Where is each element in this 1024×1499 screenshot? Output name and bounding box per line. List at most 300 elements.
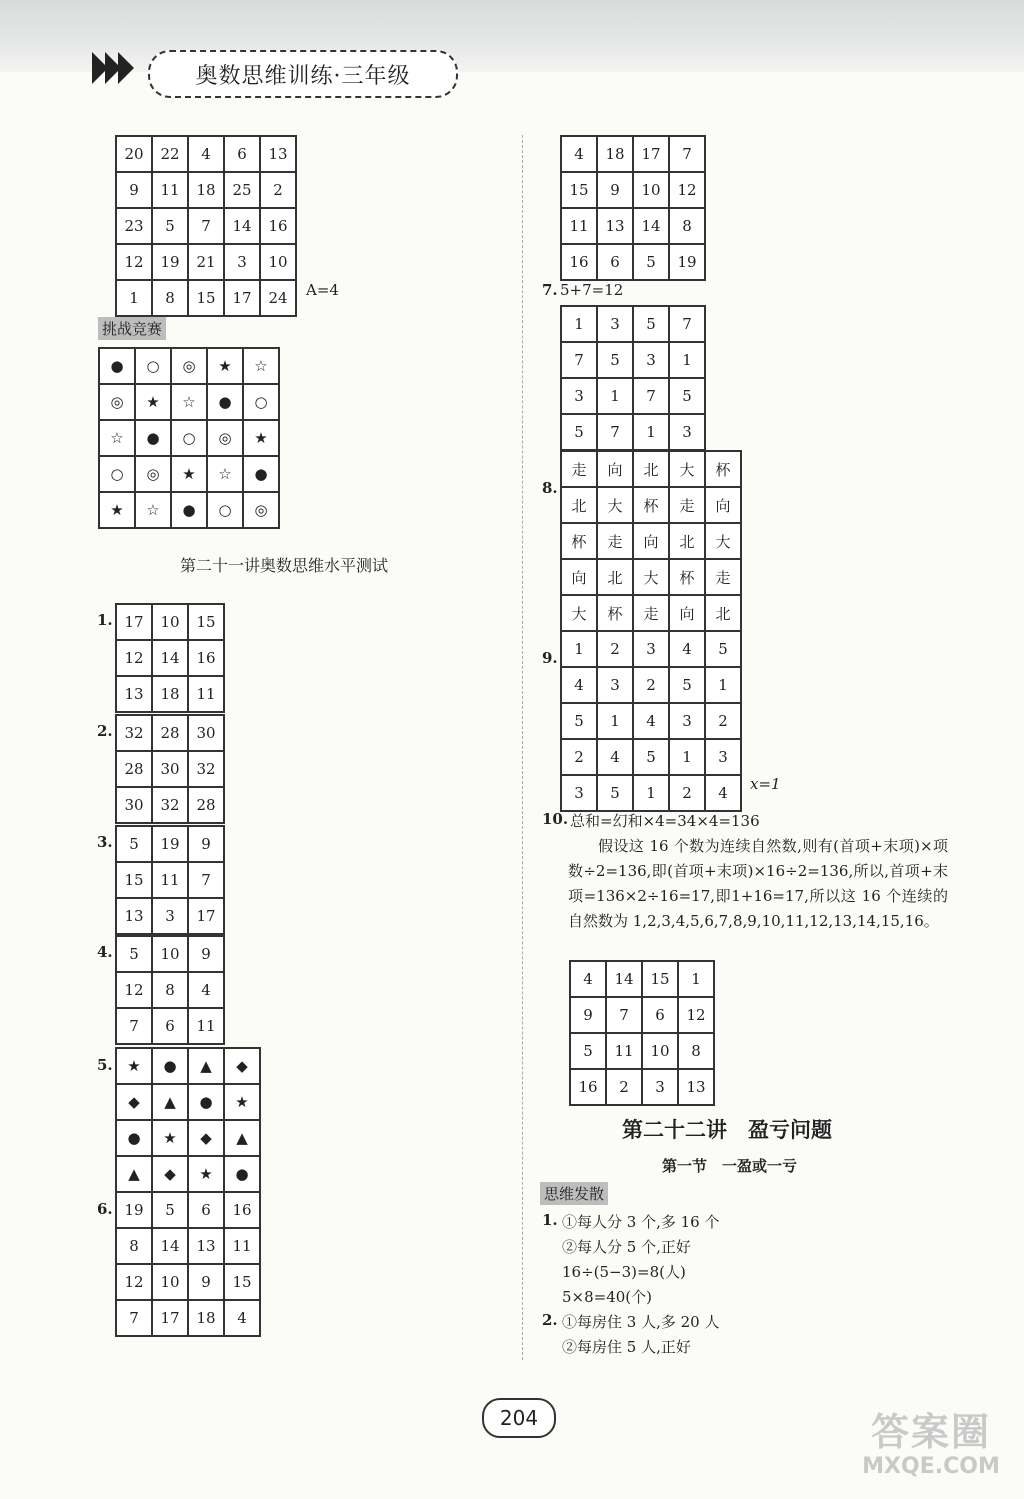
grid-cell: 1 — [678, 961, 714, 997]
grid-cell: 7 — [188, 862, 224, 898]
divergent-thinking-tag: 思维发散 — [540, 1182, 608, 1205]
grid-cell: 2 — [606, 1069, 642, 1105]
grid-cell: 8 — [678, 1033, 714, 1069]
grid-cell: 5 — [152, 1192, 188, 1228]
grid-cell: ● — [135, 420, 171, 456]
grid-cell: 5 — [561, 703, 597, 739]
grid-row — [570, 1069, 714, 1105]
grid-row — [116, 715, 224, 751]
grid-cell: ○ — [171, 420, 207, 456]
grid-row — [116, 787, 224, 823]
grid-cell: 7 — [606, 997, 642, 1033]
grid-cell: 5 — [669, 667, 705, 703]
grid-cell: 向 — [705, 487, 741, 523]
grid-cell: 4 — [570, 961, 606, 997]
grid-cell: 5 — [152, 208, 188, 244]
grid-cell: 北 — [705, 595, 741, 631]
grid-cell: 7 — [597, 414, 633, 450]
grid-cell: ▲ — [116, 1156, 152, 1192]
grid-cell: ○ — [99, 456, 135, 492]
grid-cell: 8 — [669, 208, 705, 244]
grid-cell: 21 — [188, 244, 224, 280]
lecture-21-title: 第二十一讲奥数思维水平测试 — [180, 556, 389, 575]
grid-cell: 10 — [152, 604, 188, 640]
q7-label: 7. — [542, 281, 558, 299]
grid-cell: ● — [243, 456, 279, 492]
grid-cell: 杯 — [597, 595, 633, 631]
grid-cell: 17 — [116, 604, 152, 640]
q5-label: 5. — [97, 1056, 113, 1074]
grid-row — [116, 208, 296, 244]
grid-cell: 10 — [152, 936, 188, 972]
grid-cell: 15 — [188, 604, 224, 640]
grid-cell: 2 — [260, 172, 296, 208]
grid-cell: ☆ — [243, 348, 279, 384]
grid-cell: 3 — [152, 898, 188, 934]
grid-cell: 22 — [152, 136, 188, 172]
s2-line: ②每房住 5 人,正好 — [562, 1338, 691, 1356]
grid-cell: ◎ — [135, 456, 171, 492]
grid-cell: 18 — [188, 1300, 224, 1336]
grid-cell: ◆ — [152, 1156, 188, 1192]
grid-cell: 4 — [705, 775, 741, 811]
grid-cell: 12 — [116, 244, 152, 280]
grid-cell: 16 — [188, 640, 224, 676]
grid-cell: ★ — [135, 384, 171, 420]
grid-cell: 30 — [188, 715, 224, 751]
grid-cell: ★ — [171, 456, 207, 492]
grid-cell: 大 — [669, 451, 705, 487]
grid-cell: 12 — [116, 640, 152, 676]
grid-row — [561, 136, 705, 172]
grid-cell: 1 — [116, 280, 152, 316]
grid-row — [561, 172, 705, 208]
grid-cell: 5 — [116, 826, 152, 862]
grid-cell: 7 — [561, 342, 597, 378]
grid-cell: ● — [224, 1156, 260, 1192]
grid-cell: 16 — [561, 244, 597, 280]
s1-line: ①每人分 3 个,多 16 个 — [562, 1213, 720, 1231]
grid-cell: 6 — [152, 1008, 188, 1044]
grid-cell: 19 — [669, 244, 705, 280]
grid-cell: 13 — [597, 208, 633, 244]
grid-row — [99, 492, 279, 528]
grid-row — [116, 244, 296, 280]
grid-cell: ☆ — [171, 384, 207, 420]
grid-row — [561, 775, 741, 811]
grid-cell: ★ — [224, 1084, 260, 1120]
grid-cell: 15 — [224, 1264, 260, 1300]
grid-cell: 30 — [152, 751, 188, 787]
grid-cell: 19 — [152, 244, 188, 280]
grid-cell: 北 — [669, 523, 705, 559]
grid-cell: 2 — [561, 739, 597, 775]
grid-row — [116, 862, 224, 898]
grid-row — [116, 676, 224, 712]
grid-cell: 5 — [669, 378, 705, 414]
grid-row — [116, 172, 296, 208]
grid-cell: 向 — [633, 523, 669, 559]
grid-row — [561, 378, 705, 414]
grid-row — [561, 244, 705, 280]
grid-cell: 10 — [633, 172, 669, 208]
grid-cell: 15 — [116, 862, 152, 898]
q7-grid — [560, 305, 706, 451]
grid-cell: 9 — [188, 936, 224, 972]
grid-cell: 7 — [669, 306, 705, 342]
grid-cell: 1 — [561, 306, 597, 342]
grid-cell: ☆ — [207, 456, 243, 492]
grid-row — [99, 456, 279, 492]
grid-cell: 18 — [152, 676, 188, 712]
grid-cell: ◎ — [243, 492, 279, 528]
page-number: 204 — [482, 1398, 556, 1438]
grid-cell: 12 — [116, 972, 152, 1008]
answer-x: x=1 — [750, 775, 781, 793]
challenge-tag: 挑战竞赛 — [98, 317, 166, 340]
grid-cell: ★ — [152, 1120, 188, 1156]
grid-cell: 2 — [597, 631, 633, 667]
grid-row — [116, 640, 224, 676]
grid-row — [116, 1228, 260, 1264]
grid-row — [570, 997, 714, 1033]
grid-cell: ● — [188, 1084, 224, 1120]
grid-cell: 11 — [188, 1008, 224, 1044]
grid-row — [99, 420, 279, 456]
grid-cell: 1 — [633, 775, 669, 811]
grid-cell: ★ — [116, 1048, 152, 1084]
grid-row — [561, 414, 705, 450]
q9-grid — [560, 630, 742, 812]
grid-cell: 8 — [152, 972, 188, 1008]
book-title: 奥数思维训练·三年级 — [148, 50, 458, 98]
grid-cell: 7 — [669, 136, 705, 172]
grid-row — [116, 826, 224, 862]
magic-square-4x4 — [560, 135, 706, 281]
symbol-grid — [98, 347, 280, 529]
grid-cell: 1 — [597, 378, 633, 414]
grid-cell: 11 — [188, 676, 224, 712]
grid-cell: 1 — [561, 631, 597, 667]
grid-cell: 3 — [561, 775, 597, 811]
q10-label: 10. — [542, 810, 569, 828]
grid-cell: 12 — [669, 172, 705, 208]
grid-cell: 1 — [705, 667, 741, 703]
grid-cell: 13 — [116, 676, 152, 712]
grid-cell: 8 — [116, 1228, 152, 1264]
grid-cell: 18 — [597, 136, 633, 172]
grid-cell: 大 — [633, 559, 669, 595]
grid-cell: 7 — [633, 378, 669, 414]
grid-cell: 11 — [152, 172, 188, 208]
grid-cell: ▲ — [152, 1084, 188, 1120]
grid-row — [116, 1008, 224, 1044]
grid-row — [116, 1084, 260, 1120]
grid-cell: 14 — [224, 208, 260, 244]
lecture-22-title: 第二十二讲 盈亏问题 — [622, 1118, 832, 1142]
q10-explanation: 假设这 16 个数为连续自然数,则有(首项+末项)×项数÷2=136,即(首项+末项)×16÷2=136,所以,首项+末项=136×2÷16=17,即1+16=17,所以这 16 个连续的自然数为 1,2,3,4,5,6,7,8,9,10,11,12,13,14,15,16。 — [568, 837, 948, 930]
grid-cell: 28 — [152, 715, 188, 751]
s1-line: 16÷(5−3)=8(人) — [562, 1263, 686, 1281]
grid-cell: 向 — [669, 595, 705, 631]
grid-cell: 9 — [570, 997, 606, 1033]
grid-row — [570, 961, 714, 997]
grid-cell: ◆ — [116, 1084, 152, 1120]
section-1-title: 第一节 一盈或一亏 — [662, 1157, 798, 1175]
grid-cell: 1 — [669, 342, 705, 378]
grid-cell: ★ — [99, 492, 135, 528]
grid-cell: 4 — [597, 739, 633, 775]
q7-equation: 5+7=12 — [560, 281, 624, 299]
grid-cell: 向 — [597, 451, 633, 487]
grid-cell: 24 — [260, 280, 296, 316]
grid-cell: 9 — [597, 172, 633, 208]
header-arrows-icon — [92, 52, 131, 92]
grid-cell: 14 — [633, 208, 669, 244]
grid-cell: 19 — [116, 1192, 152, 1228]
q4-label: 4. — [97, 943, 113, 961]
grid-cell: 13 — [260, 136, 296, 172]
grid-cell: 32 — [152, 787, 188, 823]
grid-cell: ☆ — [99, 420, 135, 456]
s2-line: ①每房住 3 人,多 20 人 — [562, 1313, 720, 1331]
grid-cell: 17 — [188, 898, 224, 934]
grid-row — [99, 384, 279, 420]
grid-cell: 11 — [561, 208, 597, 244]
column-divider — [522, 135, 523, 1360]
grid-cell: 9 — [116, 172, 152, 208]
grid-cell: 2 — [633, 667, 669, 703]
grid-cell: 6 — [597, 244, 633, 280]
grid-cell: 走 — [597, 523, 633, 559]
grid-cell: 大 — [705, 523, 741, 559]
grid-row — [561, 559, 741, 595]
grid-row — [561, 306, 705, 342]
grid-row — [561, 451, 741, 487]
grid-cell: 北 — [597, 559, 633, 595]
grid-cell: 16 — [224, 1192, 260, 1228]
grid-cell: 4 — [633, 703, 669, 739]
grid-row — [561, 739, 741, 775]
grid-cell: 7 — [188, 208, 224, 244]
grid-row — [116, 1120, 260, 1156]
grid-cell: 5 — [561, 414, 597, 450]
q2-label: 2. — [97, 722, 113, 740]
grid-row — [116, 751, 224, 787]
magic-square-5x5 — [115, 135, 297, 317]
grid-cell: 3 — [633, 342, 669, 378]
grid-row — [116, 136, 296, 172]
grid-row — [116, 1264, 260, 1300]
grid-cell: 3 — [224, 244, 260, 280]
s1-line: 5×8=40(个) — [562, 1288, 653, 1306]
grid-cell: 13 — [116, 898, 152, 934]
grid-cell: 15 — [561, 172, 597, 208]
grid-cell: 14 — [152, 640, 188, 676]
grid-cell: 2 — [705, 703, 741, 739]
grid-cell: 3 — [669, 703, 705, 739]
grid-cell: ◆ — [224, 1048, 260, 1084]
grid-cell: ● — [152, 1048, 188, 1084]
grid-cell: 8 — [152, 280, 188, 316]
grid-cell: 杯 — [705, 451, 741, 487]
q8-label: 8. — [542, 479, 558, 497]
grid-cell: ◆ — [188, 1120, 224, 1156]
grid-row — [116, 1192, 260, 1228]
grid-cell: 10 — [152, 1264, 188, 1300]
grid-cell: ◎ — [99, 384, 135, 420]
grid-cell: ● — [171, 492, 207, 528]
grid-row — [561, 487, 741, 523]
grid-cell: 2 — [669, 775, 705, 811]
grid-cell: 6 — [224, 136, 260, 172]
grid-cell: 4 — [188, 972, 224, 1008]
s2-label: 2. — [542, 1311, 558, 1329]
grid-cell: 走 — [705, 559, 741, 595]
grid-cell: 杯 — [561, 523, 597, 559]
q9-label: 9. — [542, 649, 558, 667]
grid-cell: 向 — [561, 559, 597, 595]
grid-cell: 大 — [597, 487, 633, 523]
grid-cell: 28 — [188, 787, 224, 823]
grid-cell: 1 — [633, 414, 669, 450]
grid-cell: 4 — [224, 1300, 260, 1336]
grid-row — [561, 595, 741, 631]
grid-cell: 5 — [705, 631, 741, 667]
grid-cell: 4 — [669, 631, 705, 667]
grid-cell: 1 — [597, 703, 633, 739]
grid-cell: 15 — [642, 961, 678, 997]
grid-cell: 3 — [669, 414, 705, 450]
grid-cell: ◎ — [171, 348, 207, 384]
grid-cell: 5 — [633, 244, 669, 280]
grid-cell: 19 — [152, 826, 188, 862]
grid-row — [99, 348, 279, 384]
s1-line: ②每人分 5 个,正好 — [562, 1238, 691, 1256]
grid-cell: 3 — [642, 1069, 678, 1105]
grid-row — [561, 208, 705, 244]
grid-cell: 25 — [224, 172, 260, 208]
grid-cell: 14 — [152, 1228, 188, 1264]
grid-cell: 3 — [597, 306, 633, 342]
grid-cell: 12 — [116, 1264, 152, 1300]
grid-cell: 11 — [152, 862, 188, 898]
grid-cell: ○ — [135, 348, 171, 384]
grid-cell: ◎ — [207, 420, 243, 456]
grid-cell: 4 — [561, 667, 597, 703]
grid-cell: 大 — [561, 595, 597, 631]
grid-row — [116, 1048, 260, 1084]
grid-cell: 7 — [116, 1008, 152, 1044]
grid-cell: 32 — [188, 751, 224, 787]
grid-cell: 3 — [633, 631, 669, 667]
grid-cell: 5 — [116, 936, 152, 972]
grid-row — [561, 667, 741, 703]
grid-cell: 20 — [116, 136, 152, 172]
watermark-logo — [842, 1410, 1020, 1490]
grid-cell: 5 — [633, 739, 669, 775]
grid-cell: 北 — [633, 451, 669, 487]
grid-cell: 1 — [669, 739, 705, 775]
grid-row — [116, 280, 296, 316]
grid-cell: 15 — [188, 280, 224, 316]
grid-cell: ○ — [207, 492, 243, 528]
watermark-text: 答案圈 — [870, 1410, 991, 1454]
grid-cell: 4 — [188, 136, 224, 172]
grid-cell: 3 — [705, 739, 741, 775]
s1-label: 1. — [542, 1211, 558, 1229]
q3-label: 3. — [97, 833, 113, 851]
grid-cell: 23 — [116, 208, 152, 244]
q6-grid — [115, 1191, 261, 1337]
grid-cell: 18 — [188, 172, 224, 208]
grid-cell: 4 — [561, 136, 597, 172]
grid-cell: 杯 — [633, 487, 669, 523]
grid-cell: 北 — [561, 487, 597, 523]
grid-row — [116, 898, 224, 934]
grid-cell: ○ — [243, 384, 279, 420]
grid-cell: 5 — [597, 342, 633, 378]
grid-cell: 11 — [606, 1033, 642, 1069]
grid-cell: 9 — [188, 1264, 224, 1300]
grid-cell: 走 — [561, 451, 597, 487]
grid-cell: 14 — [606, 961, 642, 997]
grid-cell: ★ — [243, 420, 279, 456]
grid-row — [561, 342, 705, 378]
q3-grid — [115, 825, 225, 935]
grid-row — [116, 1156, 260, 1192]
grid-cell: 12 — [678, 997, 714, 1033]
grid-cell: 7 — [116, 1300, 152, 1336]
grid-row — [570, 1033, 714, 1069]
watermark-url: MXQE.COM — [862, 1454, 1000, 1479]
grid-cell: 10 — [260, 244, 296, 280]
q6-label: 6. — [97, 1200, 113, 1218]
grid-row — [561, 631, 741, 667]
grid-cell: 11 — [224, 1228, 260, 1264]
grid-cell: 3 — [561, 378, 597, 414]
grid-cell: ● — [99, 348, 135, 384]
grid-cell: 杯 — [669, 559, 705, 595]
grid-cell: 17 — [633, 136, 669, 172]
grid-cell: 5 — [633, 306, 669, 342]
grid-cell: 走 — [669, 487, 705, 523]
grid-cell: 17 — [224, 280, 260, 316]
grid-cell: 9 — [188, 826, 224, 862]
grid-cell: 走 — [633, 595, 669, 631]
grid-cell: ☆ — [135, 492, 171, 528]
grid-row — [116, 1300, 260, 1336]
grid-cell: 30 — [116, 787, 152, 823]
grid-cell: 6 — [188, 1192, 224, 1228]
grid-cell: ▲ — [224, 1120, 260, 1156]
grid-cell: ● — [116, 1120, 152, 1156]
q1-grid — [115, 603, 225, 713]
grid-cell: 13 — [188, 1228, 224, 1264]
q10-grid — [569, 960, 715, 1106]
grid-cell: ★ — [188, 1156, 224, 1192]
q5-grid — [115, 1047, 261, 1193]
grid-cell: 10 — [642, 1033, 678, 1069]
grid-row — [561, 523, 741, 559]
grid-cell: 32 — [116, 715, 152, 751]
q10-line1: 总和=幻和×4=34×4=136 — [570, 812, 760, 830]
grid-row — [116, 604, 224, 640]
grid-cell: ★ — [207, 348, 243, 384]
grid-row — [561, 703, 741, 739]
grid-row — [116, 936, 224, 972]
grid-cell: 16 — [570, 1069, 606, 1105]
